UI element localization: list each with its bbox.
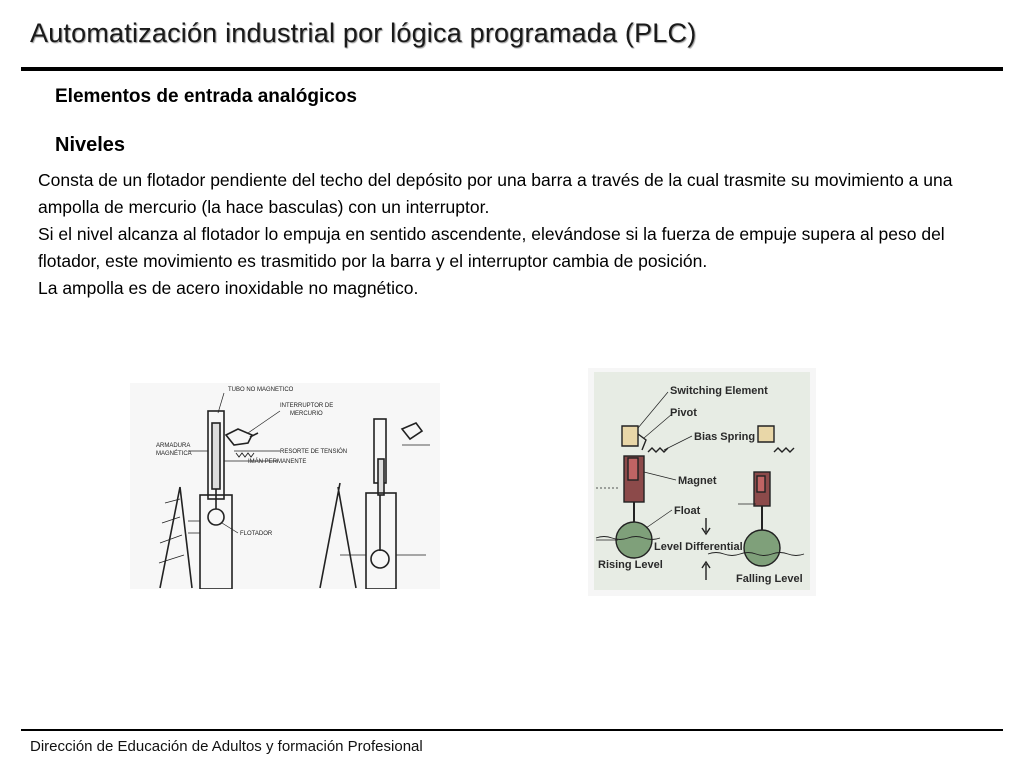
label-magnet: Magnet [678, 475, 717, 487]
title-divider [21, 67, 1003, 71]
footer-divider [21, 729, 1003, 731]
switching-element-diagram [588, 368, 816, 596]
label-spring: RESORTE DE TENSIÓN [280, 449, 348, 455]
label-rising: Rising Level [598, 559, 663, 571]
label-falling: Falling Level [736, 573, 803, 585]
section-heading: Elementos de entrada analógicos [55, 86, 357, 107]
label-switching: Switching Element [670, 385, 768, 397]
subsection-heading: Niveles [55, 134, 126, 156]
label-float: FLOTADOR [240, 531, 273, 537]
float-switch-drawing [130, 383, 440, 589]
label-switch-2: MERCURIO [290, 411, 323, 417]
label-armature-2: MAGNÉTICA [156, 451, 192, 457]
footer-text: Dirección de Educación de Adultos y formación Profesional [30, 738, 423, 755]
label-tube: TUBO NO MAGNETICO [228, 387, 294, 393]
label-magnet: IMÁN PERMANENTE [248, 459, 307, 465]
paragraph-2: Si el nivel alcanza al flotador lo empuja en sentido ascendente, elevándose si la fuerza de empuje supera al peso del flotador, este movimiento es trasmitido por la barra y el interruptor cambia de posición. [38, 224, 945, 271]
label-armature-1: ARMADURA [156, 443, 191, 449]
switching-element-drawing [588, 368, 816, 596]
paragraph-3: La ampolla es de acero inoxidable no magnético. [38, 278, 419, 298]
label-differential: Level Differential [654, 541, 743, 553]
label-switch-1: INTERRUPTOR DE [280, 403, 334, 409]
page-title: Automatización industrial por lógica programada (PLC) [30, 18, 697, 48]
float-switch-diagram [130, 383, 440, 589]
label-pivot: Pivot [670, 407, 697, 419]
body-text [38, 167, 988, 302]
label-bias: Bias Spring [694, 431, 756, 443]
paragraph-1: Consta de un flotador pendiente del techo del depósito por una barra a través de la cual trasmite su movimiento a una ampolla de mercurio (la hace basculas) con un interruptor. [38, 170, 953, 217]
label-float: Float [674, 505, 701, 517]
